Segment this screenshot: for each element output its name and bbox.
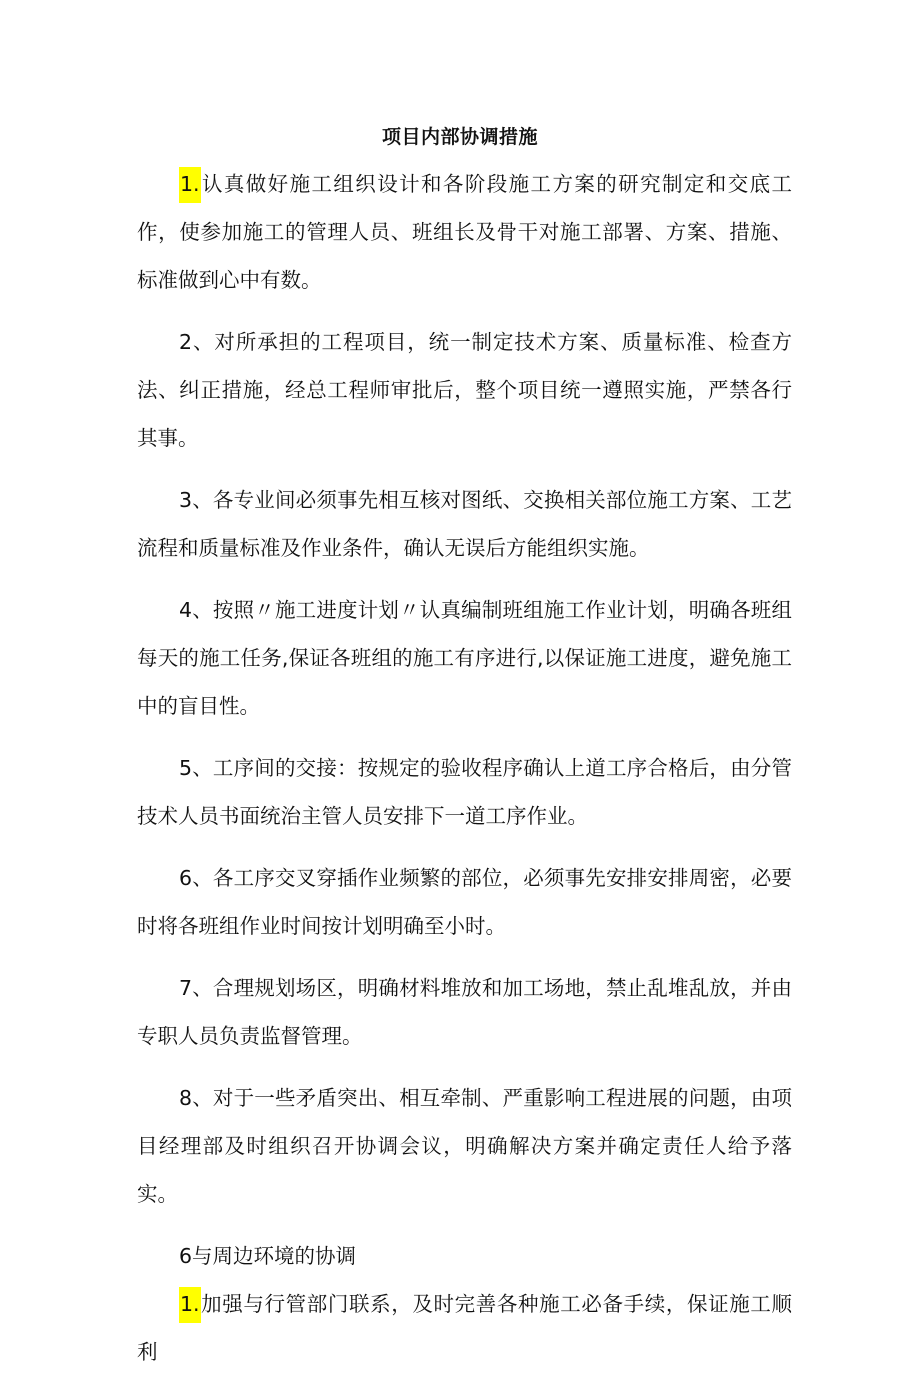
paragraph-text: 加强与行管部门联系，及时完善各种施工必备手续，保证施工顺利 [137, 1292, 792, 1364]
item-number: 5、 [179, 756, 213, 780]
highlighted-item-number: 1. [179, 167, 201, 203]
paragraph-text: 对于一些矛盾突出、相互牵制、严重影响工程进展的问题，由项目经理部及时组织召开协调会议，明确解决方案并确定责任人给予落实。 [137, 1086, 792, 1206]
paragraph-text: 合理规划场区，明确材料堆放和加工场地，禁止乱堆乱放，并由专职人员负责监督管理。 [137, 976, 792, 1048]
paragraph-text: 各专业间必须事先相互核对图纸、交换相关部位施工方案、工艺流程和质量标准及作业条件，确认无误后方能组织实施。 [137, 488, 792, 560]
paragraph-text: 对所承担的工程项目，统一制定技术方案、质量标准、检查方法、纠正措施，经总工程师审批后，整个项目统一遵照实施，严禁各行其事。 [137, 330, 793, 450]
paragraph-text: 各工序交叉穿插作业频繁的部位，必须事先安排安排周密，必要时将各班组作业时间按计划明确至小时。 [137, 866, 792, 938]
highlighted-item-number: 1. [179, 1287, 201, 1323]
paragraph-text: 按照〃施工进度计划〃认真编制班组施工作业计划，明确各班组每天的施工任务,保证各班组的施工有序进行,以保证施工进度，避免施工中的盲目性。 [137, 598, 792, 718]
item-number: 4、 [179, 598, 213, 622]
document-body [137, 160, 792, 1390]
item-number: 3、 [179, 488, 213, 512]
item-number: 2、 [179, 330, 215, 354]
item-number: 7、 [179, 976, 213, 1000]
paragraph-2 [137, 318, 792, 462]
document-title: 项目内部协调措施 [381, 126, 538, 148]
item-number: 6、 [179, 866, 213, 890]
paragraph-6 [137, 854, 792, 950]
item-number: 8、 [179, 1086, 213, 1110]
paragraph-3 [137, 476, 792, 572]
paragraph-environment-1 [137, 1280, 792, 1376]
paragraph-5 [137, 744, 792, 840]
paragraph-4 [137, 586, 792, 730]
paragraph-text: 认真做好施工组织设计和各阶段施工方案的研究制定和交底工作，使参加施工的管理人员、班组长及骨干对施工部署、方案、措施、标准做到心中有数。 [137, 172, 792, 292]
section-heading: 6与周边环境的协调 [179, 1244, 357, 1268]
paragraph-text: 工序间的交接：按规定的验收程序确认上道工序合格后，由分管技术人员书面统治主管人员安排下一道工序作业。 [137, 756, 792, 828]
paragraph-1 [137, 160, 792, 304]
paragraph-7 [137, 964, 792, 1060]
paragraph-8 [137, 1074, 792, 1218]
